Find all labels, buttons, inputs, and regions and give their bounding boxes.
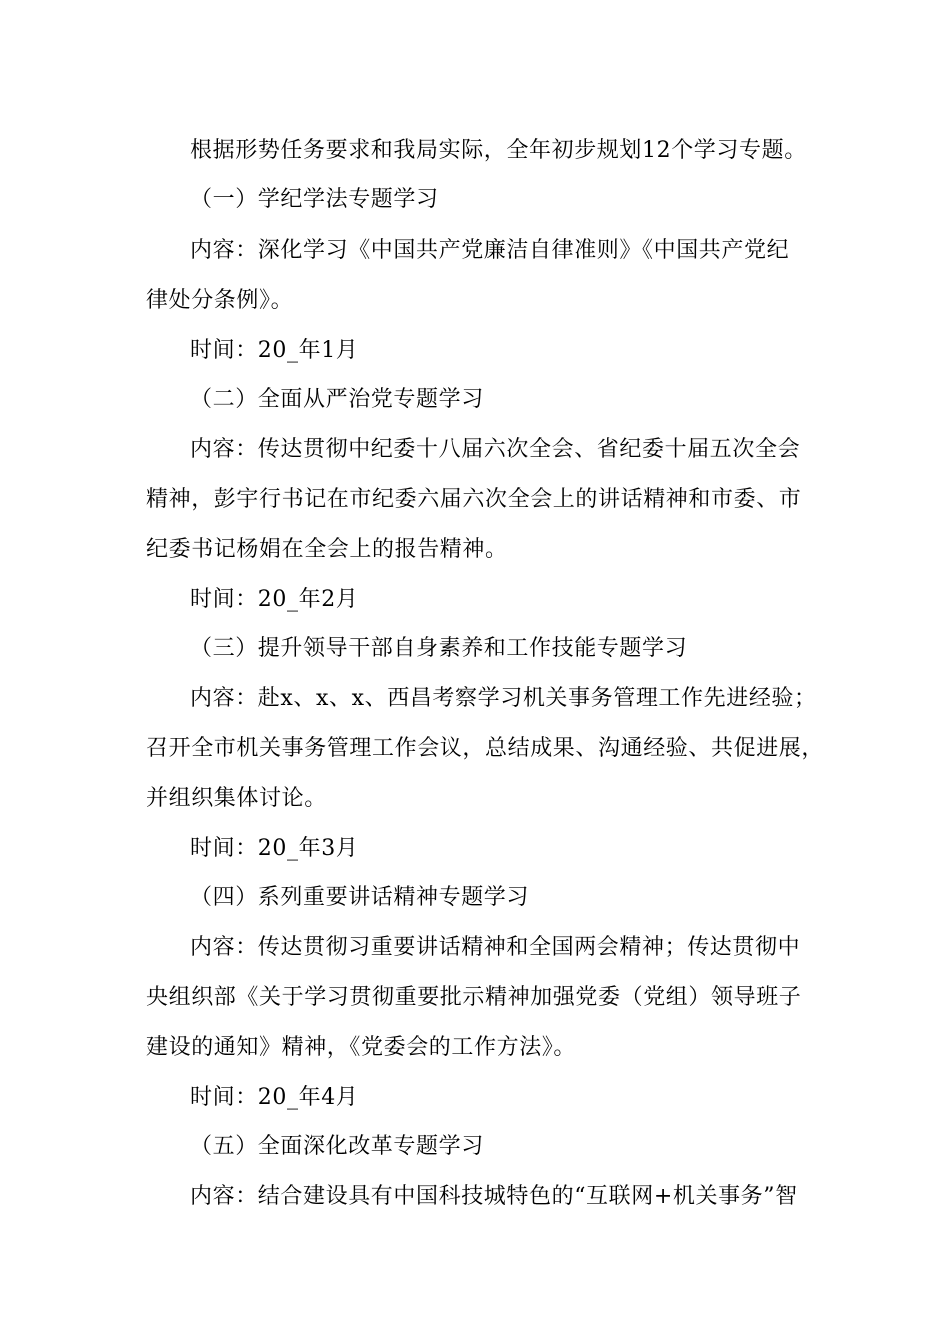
topic-1-content-line-1: 内容：深化学习《中国共产党廉洁自律准则》《中国共产党纪	[190, 238, 790, 263]
topic-3-content-line-3: 并组织集体讨论。	[146, 786, 327, 811]
topic-4-content-line-1: 内容：传达贯彻习重要讲话精神和全国两会精神；传达贯彻中	[190, 935, 801, 960]
topic-3-time: 时间：20_年3月	[190, 836, 359, 861]
topic-2-content-line-3: 纪委书记杨娟在全会上的报告精神。	[146, 537, 508, 562]
intro-paragraph: 根据形势任务要求和我局实际，全年初步规划12个学习专题。	[190, 138, 807, 163]
topic-4-heading: （四）系列重要讲话精神专题学习	[190, 885, 530, 910]
topic-2-content-line-2: 精神，彭宇行书记在市纪委六届六次全会上的讲话精神和市委、市	[146, 487, 802, 512]
topic-5-heading: （五）全面深化改革专题学习	[190, 1134, 484, 1159]
topic-1-content-line-2: 律处分条例》。	[146, 288, 294, 313]
topic-4-content-line-3: 建设的通知》精神，《党委会的工作方法》。	[146, 1035, 577, 1060]
topic-5-content-line-1: 内容：结合建设具有中国科技城特色的“互联网+机关事务”智	[190, 1184, 798, 1209]
topic-3-heading: （三）提升领导干部自身素养和工作技能专题学习	[190, 636, 688, 661]
topic-3-content-line-1: 内容：赴x、x、x、西昌考察学习机关事务管理工作先进经验；	[190, 686, 817, 711]
topic-4-time: 时间：20_年4月	[190, 1085, 359, 1110]
topic-3-content-line-2: 召开全市机关事务管理工作会议，总结成果、沟通经验、共促进展，	[146, 736, 825, 761]
topic-2-content-line-1: 内容：传达贯彻中纪委十八届六次全会、省纪委十届五次全会	[190, 437, 801, 462]
topic-1-heading: （一）学纪学法专题学习	[190, 187, 439, 212]
topic-2-time: 时间：20_年2月	[190, 587, 359, 612]
topic-1-time: 时间：20_年1月	[190, 338, 359, 363]
topic-2-heading: （二）全面从严治党专题学习	[190, 387, 484, 412]
topic-4-content-line-2: 央组织部《关于学习贯彻重要批示精神加强党委（党组）领导班子	[146, 985, 802, 1010]
